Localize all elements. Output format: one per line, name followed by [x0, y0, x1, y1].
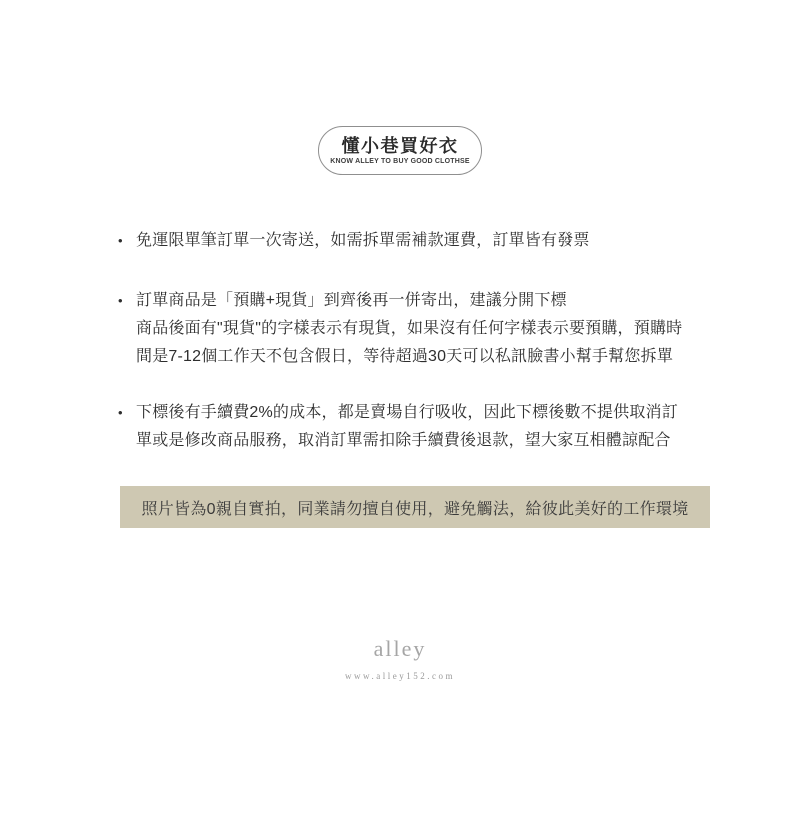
footer	[0, 636, 800, 681]
footer-brand: alley	[373, 636, 427, 661]
notice-text: 下標後有手續費2%的成本，都是賣場自行吸收，因此下標後數不提供取消訂	[136, 404, 678, 421]
notice-lines	[136, 287, 728, 371]
notice-text: 商品後面有"現貨"的字樣表示有現貨，如果沒有任何字樣表示要預購，預購時	[136, 320, 683, 337]
footer-website: www.alley152.com	[345, 671, 455, 681]
brand-logo	[318, 126, 482, 175]
bullet-icon: •	[118, 405, 123, 420]
notice-lines	[136, 399, 728, 455]
highlight-text: 照片皆為0親自實拍，同業請勿擅自使用，避免觸法，給彼此美好的工作環境	[141, 500, 689, 518]
page	[0, 126, 800, 840]
brand-title: 懂小巷買好衣	[341, 136, 459, 156]
notice-shipping	[118, 227, 728, 255]
notice-cancellation	[118, 399, 728, 455]
notice-lines	[136, 227, 728, 255]
notice-list	[118, 227, 728, 455]
highlight-bar	[120, 486, 710, 528]
notice-text: 間是7-12個工作天不包含假日，等待超過30天可以私訊臉書小幫手幫您拆單	[136, 348, 674, 365]
bullet-icon: •	[118, 233, 123, 248]
brand-subtitle: KNOW ALLEY TO BUY GOOD CLOTHSE	[330, 158, 470, 165]
notice-preorder	[118, 287, 728, 371]
notice-text: 免運限單筆訂單一次寄送，如需拆單需補款運費，訂單皆有發票	[136, 232, 590, 249]
bullet-icon: •	[118, 293, 123, 308]
notice-text: 訂單商品是「預購+現貨」到齊後再一併寄出，建議分開下標	[136, 292, 567, 309]
notice-text: 單或是修改商品服務，取消訂單需扣除手續費後退款，望大家互相體諒配合	[136, 432, 671, 449]
